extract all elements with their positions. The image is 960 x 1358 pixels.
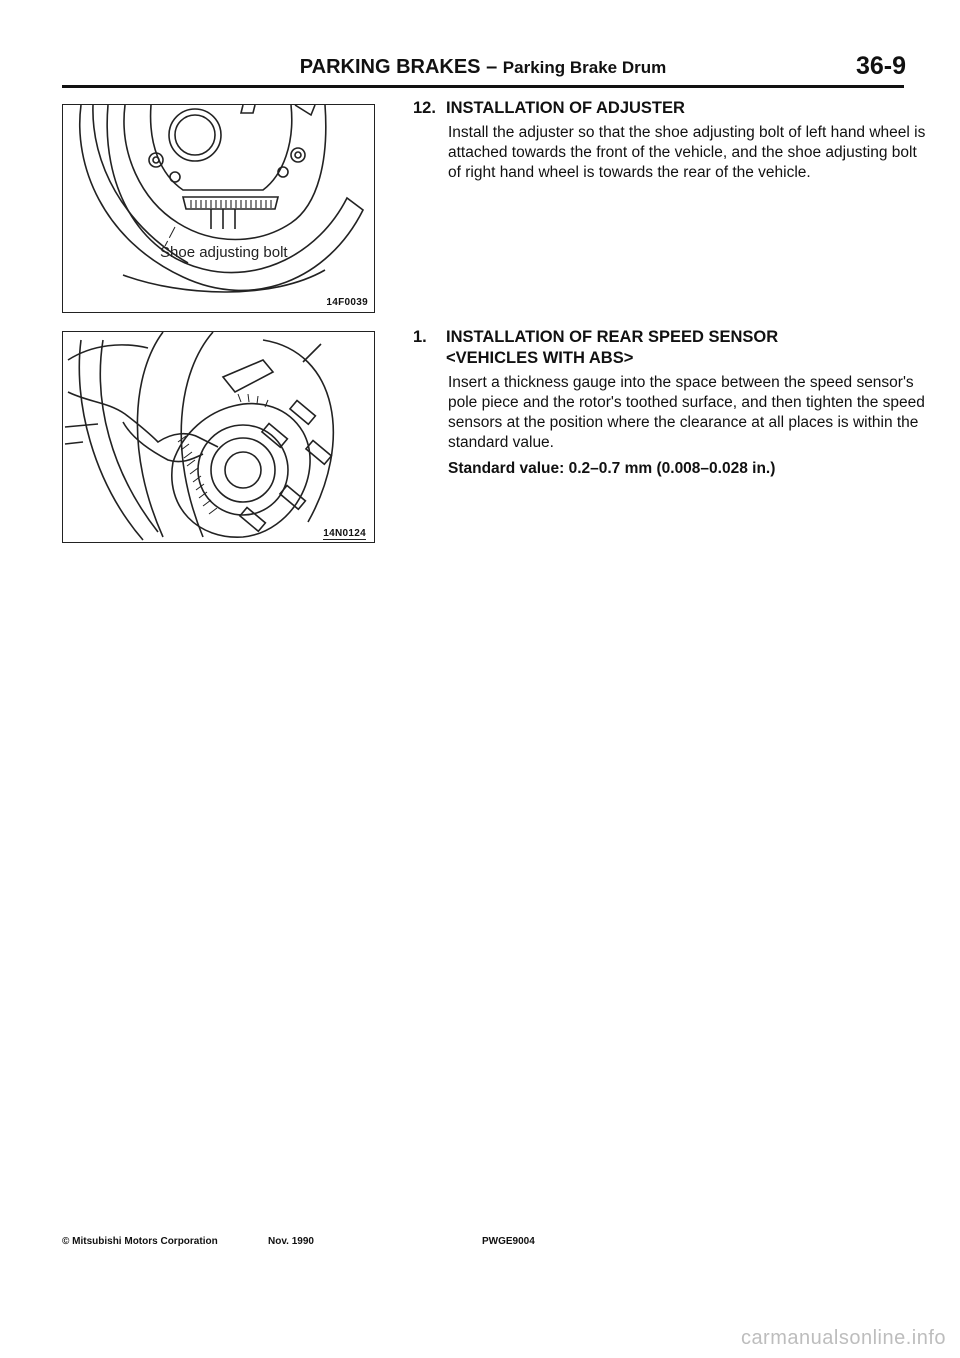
section-heading [413,99,913,118]
brake-adjuster-drawing [63,105,374,312]
page-header [62,52,906,86]
footer-code: PWGE9004 [482,1236,535,1247]
section-body: Install the adjuster so that the shoe adjusting bolt of left hand wheel is attached towards the front of the vehicle, and the shoe adjusting bolt of right hand wheel is towards the rear of the vehicle. [448,124,926,181]
title-main: PARKING BRAKES [299,56,481,78]
section-adjuster [413,99,926,183]
section-heading-text: INSTALLATION OF REAR SPEED SENSOR [446,328,779,346]
section-number: 1. [413,328,427,346]
section-heading-text: INSTALLATION OF ADJUSTER [446,99,685,117]
title-separator: – [480,56,503,78]
section-heading [413,328,913,347]
watermark: carmanualsonline.info [740,1327,946,1349]
page-title [62,56,904,79]
section-subheading: <VEHICLES WITH ABS> [446,349,634,367]
shoe-adjusting-bolt-label: Shoe adjusting bolt [160,244,288,261]
title-subtitle: Parking Brake Drum [502,58,667,77]
section-body: Insert a thickness gauge into the space between the speed sensor's pole piece and the rotor's toothed surface, and then tighten the speed sensors at the position where the clearance at all places is within the standard value. [448,374,925,451]
footer-date: Nov. 1990 [268,1236,314,1247]
figure-speed-sensor [62,331,375,543]
figure-code: 14N0124 [323,528,366,539]
figure-adjuster [62,104,375,313]
page-number: 36-9 [855,52,906,80]
speed-sensor-drawing [63,332,374,542]
section-speed-sensor [413,328,925,478]
standard-value: Standard value: 0.2–0.7 mm (0.008–0.028 in.) [448,460,776,477]
section-number: 12. [413,99,436,117]
figure-code: 14F0039 [326,297,368,308]
footer-copyright: © Mitsubishi Motors Corporation [62,1236,218,1247]
header-rule [62,85,904,88]
